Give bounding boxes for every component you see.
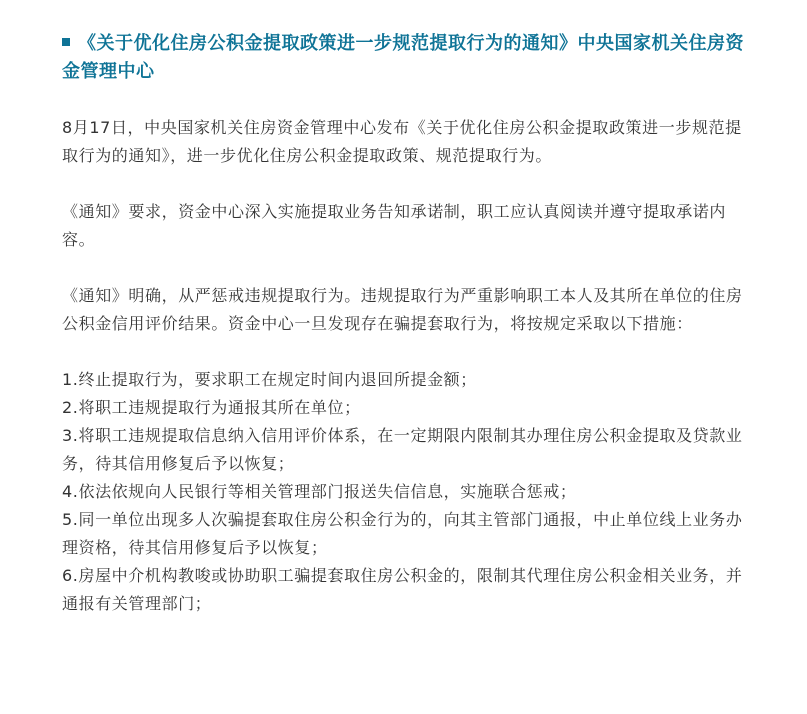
article-heading (62, 30, 757, 86)
list-item: 3.将职工违规提取信息纳入信用评价体系，在一定期限内限制其办理住房公积金提取及贷款业务，待其信用修复后予以恢复； (62, 426, 743, 473)
list-item: 4.依法依规向人民银行等相关管理部门报送失信信息，实施联合惩戒； (62, 482, 577, 501)
paragraph-penalty: 《通知》明确，从严惩戒违规提取行为。违规提取行为严重影响职工本人及其所在单位的住房公积金信用评价结果。资金中心一旦发现存在骗提套取行为，将按规定采取以下措施： (62, 286, 743, 333)
measures-list (62, 366, 757, 618)
paragraph-requirement: 《通知》要求，资金中心深入实施提取业务告知承诺制，职工应认真阅读并遵守提取承诺内容。 (62, 202, 727, 249)
list-item: 6.房屋中介机构教唆或协助职工骗提套取住房公积金的，限制其代理住房公积金相关业务，并通报有关管理部门； (62, 566, 743, 613)
list-item: 2.将职工违规提取行为通报其所在单位； (62, 398, 361, 417)
square-bullet-icon (62, 38, 70, 46)
list-item: 1.终止提取行为，要求职工在规定时间内退回所提金额； (62, 370, 477, 389)
list-item: 5.同一单位出现多人次骗提套取住房公积金行为的，向其主管部门通报，中止单位线上业务办理资格，待其信用修复后予以恢复； (62, 510, 743, 557)
heading-text: 《关于优化住房公积金提取政策进一步规范提取行为的通知》中央国家机关住房资金管理中心 (62, 33, 744, 82)
paragraph-intro: 8月17日，中央国家机关住房资金管理中心发布《关于优化住房公积金提取政策进一步规范提取行为的通知》，进一步优化住房公积金提取政策、规范提取行为。 (62, 118, 742, 165)
